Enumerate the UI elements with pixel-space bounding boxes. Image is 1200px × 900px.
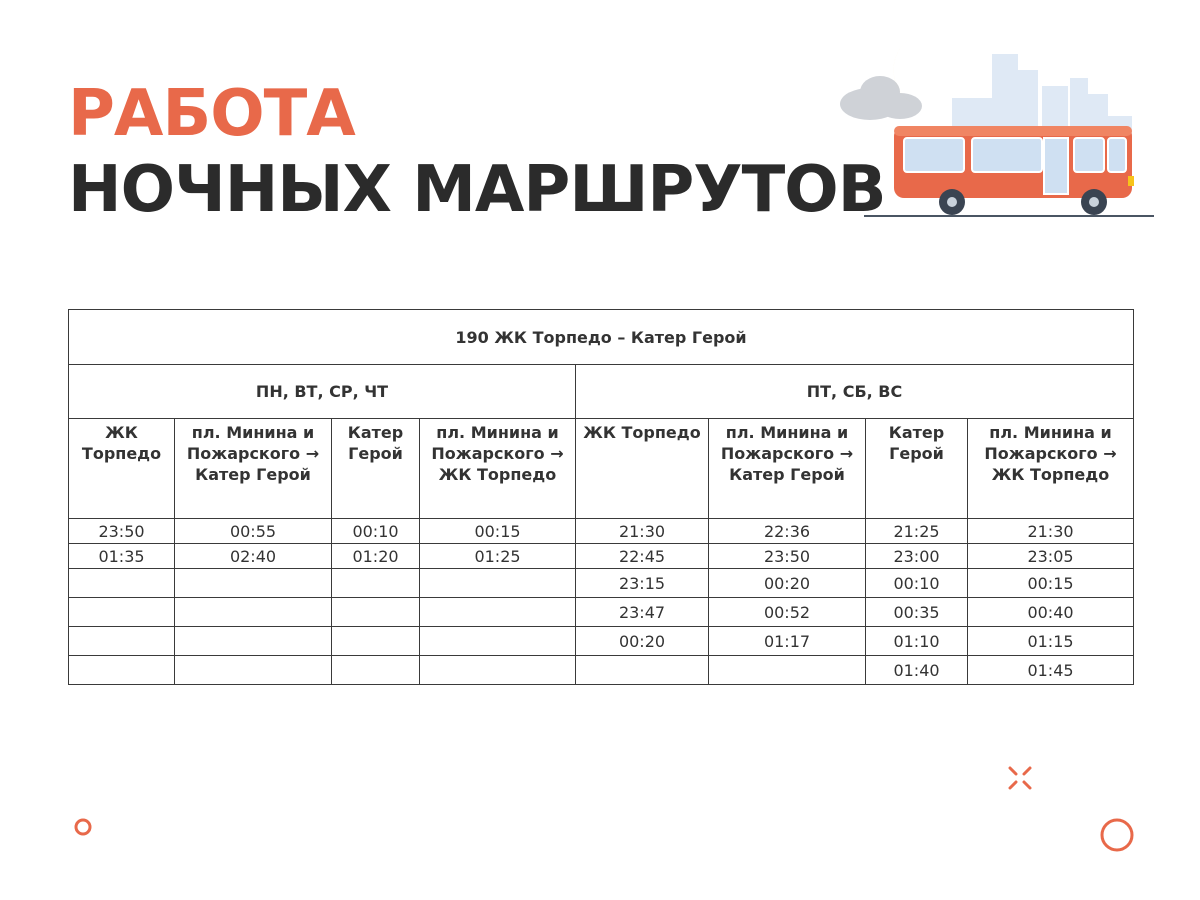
small-circle-icon bbox=[72, 816, 94, 838]
table-cell bbox=[69, 569, 175, 598]
table-cell bbox=[332, 598, 420, 627]
column-header: пл. Минина и Пожарского → ЖК Торпедо bbox=[968, 419, 1134, 519]
table-cell: 01:20 bbox=[332, 544, 420, 569]
table-cell: 00:20 bbox=[709, 569, 866, 598]
night-bus-illustration bbox=[832, 26, 1162, 226]
table-cell: 23:47 bbox=[576, 598, 709, 627]
table-cell bbox=[332, 569, 420, 598]
column-header-row bbox=[69, 419, 1134, 519]
table-cell bbox=[420, 656, 576, 685]
table-cell: 01:10 bbox=[866, 627, 968, 656]
table-cell: 00:40 bbox=[968, 598, 1134, 627]
table-cell bbox=[576, 656, 709, 685]
table-cell: 00:15 bbox=[968, 569, 1134, 598]
table-cell: 00:10 bbox=[866, 569, 968, 598]
table-cell: 00:35 bbox=[866, 598, 968, 627]
table-cell: 23:05 bbox=[968, 544, 1134, 569]
table-cell: 23:15 bbox=[576, 569, 709, 598]
column-header: Катер Герой bbox=[332, 419, 420, 519]
table-cell: 22:45 bbox=[576, 544, 709, 569]
route-row bbox=[69, 310, 1134, 365]
column-header: пл. Минина и Пожарского → Катер Герой bbox=[175, 419, 332, 519]
table-cell bbox=[175, 656, 332, 685]
table-cell bbox=[332, 656, 420, 685]
column-header: ЖК Торпедо bbox=[69, 419, 175, 519]
table-cell bbox=[175, 569, 332, 598]
table-cell bbox=[709, 656, 866, 685]
large-circle-icon bbox=[1098, 816, 1136, 854]
page-title-line-2: НОЧНЫХ МАРШРУТОВ bbox=[68, 153, 886, 227]
table-row bbox=[69, 656, 1134, 685]
route-title: 190 ЖК Торпедо – Катер Герой bbox=[69, 310, 1134, 365]
table-cell: 23:00 bbox=[866, 544, 968, 569]
days-group-weekend: ПТ, СБ, ВС bbox=[576, 365, 1134, 419]
table-cell: 21:30 bbox=[968, 519, 1134, 544]
table-cell bbox=[420, 569, 576, 598]
table-cell: 00:10 bbox=[332, 519, 420, 544]
table-cell bbox=[69, 627, 175, 656]
table-cell: 23:50 bbox=[69, 519, 175, 544]
table-cell: 00:15 bbox=[420, 519, 576, 544]
bus-icon bbox=[894, 126, 1134, 215]
table-row bbox=[69, 627, 1134, 656]
table-row bbox=[69, 598, 1134, 627]
table-cell: 21:25 bbox=[866, 519, 968, 544]
table-cell: 01:15 bbox=[968, 627, 1134, 656]
cross-icon bbox=[1006, 764, 1034, 792]
table-cell bbox=[69, 598, 175, 627]
table-cell: 22:36 bbox=[709, 519, 866, 544]
table-cell: 00:55 bbox=[175, 519, 332, 544]
column-header: пл. Минина и Пожарского → Катер Герой bbox=[709, 419, 866, 519]
column-header: ЖК Торпедо bbox=[576, 419, 709, 519]
table-cell: 00:52 bbox=[709, 598, 866, 627]
table-cell: 02:40 bbox=[175, 544, 332, 569]
days-group-weekdays: ПН, ВТ, СР, ЧТ bbox=[69, 365, 576, 419]
table-cell: 01:25 bbox=[420, 544, 576, 569]
table-cell bbox=[420, 627, 576, 656]
days-row bbox=[69, 365, 1134, 419]
table-cell bbox=[175, 627, 332, 656]
table-cell: 01:17 bbox=[709, 627, 866, 656]
table-row bbox=[69, 569, 1134, 598]
column-header: Катер Герой bbox=[866, 419, 968, 519]
table-row bbox=[69, 519, 1134, 544]
table-cell bbox=[420, 598, 576, 627]
schedule-table bbox=[68, 309, 1134, 685]
page-title-line-1: РАБОТА bbox=[68, 77, 355, 151]
table-cell: 01:40 bbox=[866, 656, 968, 685]
table-cell: 23:50 bbox=[709, 544, 866, 569]
table-cell: 01:35 bbox=[69, 544, 175, 569]
column-header: пл. Минина и Пожарского → ЖК Торпедо bbox=[420, 419, 576, 519]
table-cell: 21:30 bbox=[576, 519, 709, 544]
table-cell bbox=[175, 598, 332, 627]
table-cell: 01:45 bbox=[968, 656, 1134, 685]
table-row bbox=[69, 544, 1134, 569]
table-cell bbox=[332, 627, 420, 656]
table-cell bbox=[69, 656, 175, 685]
cloud-icon bbox=[840, 76, 922, 120]
table-cell: 00:20 bbox=[576, 627, 709, 656]
